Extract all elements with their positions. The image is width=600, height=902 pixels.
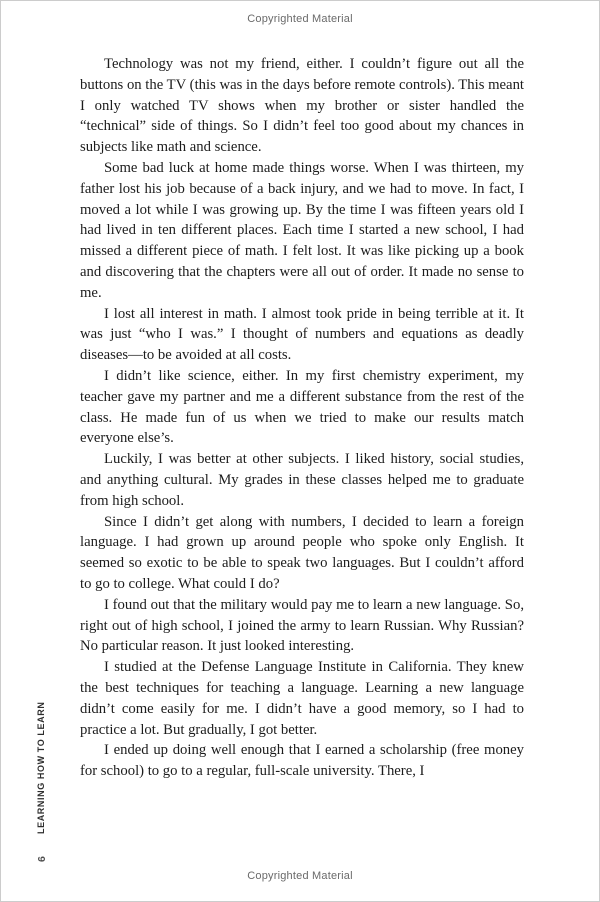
paragraph: I found out that the military would pay me to learn a new language. So, right out of high school, I joined the army to learn Russian. Why Russian? No particular reason. It just looked interesting.	[80, 596, 524, 655]
paragraph: I didn’t like science, either. In my first chemistry experiment, my teacher gave my partner and me a different substance from the rest of the class. He made fun of us when we tried to make our results match everyone else’s.	[80, 367, 524, 447]
paragraph: I lost all interest in math. I almost took pride in being terrible at it. It was just “who I was.” I thought of numbers and equations as deadly diseases—to be avoided at all costs.	[80, 305, 524, 364]
paragraph: Since I didn’t get along with numbers, I decided to learn a foreign language. I had grown up around people who spoke only English. It seemed so exotic to be able to speak two languages. But I couldn’t afford to go to college. What could I do?	[80, 513, 524, 592]
spine-title: LEARNING HOW TO LEARN	[36, 701, 46, 834]
copyright-notice-bottom: Copyrighted Material	[247, 870, 353, 882]
paragraph: I studied at the Defense Language Institute in California. They knew the best techniques for teaching a language. Learning a new language didn’t come easily for me. I didn’t have a good memory, so I had to practice a lot. But gradually, I got better.	[80, 659, 524, 738]
page-number: 6	[36, 856, 48, 862]
paragraph: Technology was not my friend, either. I couldn’t figure out all the buttons on the TV (this was in the days before remote controls). This meant I only watched TV shows when my brother or sister handled the “technical” side of things. So I didn’t feel too good about my chances in subjects like math and science.	[80, 56, 524, 156]
paragraph: Some bad luck at home made things worse. When I was thirteen, my father lost his job because of a back injury, and we had to move. In fact, I moved a lot while I was growing up. By the time I was fifteen years old I had lived in ten different places. Each time I started a new school, I had missed a different piece of math. I felt lost. It was like picking up a book and discovering that the chapters were all out of order. It made no sense to me.	[80, 159, 524, 301]
paragraph: Luckily, I was better at other subjects. I liked history, social studies, and anything cultural. My grades in these classes helped me to graduate from high school.	[80, 451, 524, 509]
paragraph: I ended up doing well enough that I earned a scholarship (free money for school) to go to a regular, full-scale university. There, I	[80, 742, 524, 780]
page-text	[80, 54, 524, 782]
copyright-notice-top: Copyrighted Material	[247, 13, 353, 25]
